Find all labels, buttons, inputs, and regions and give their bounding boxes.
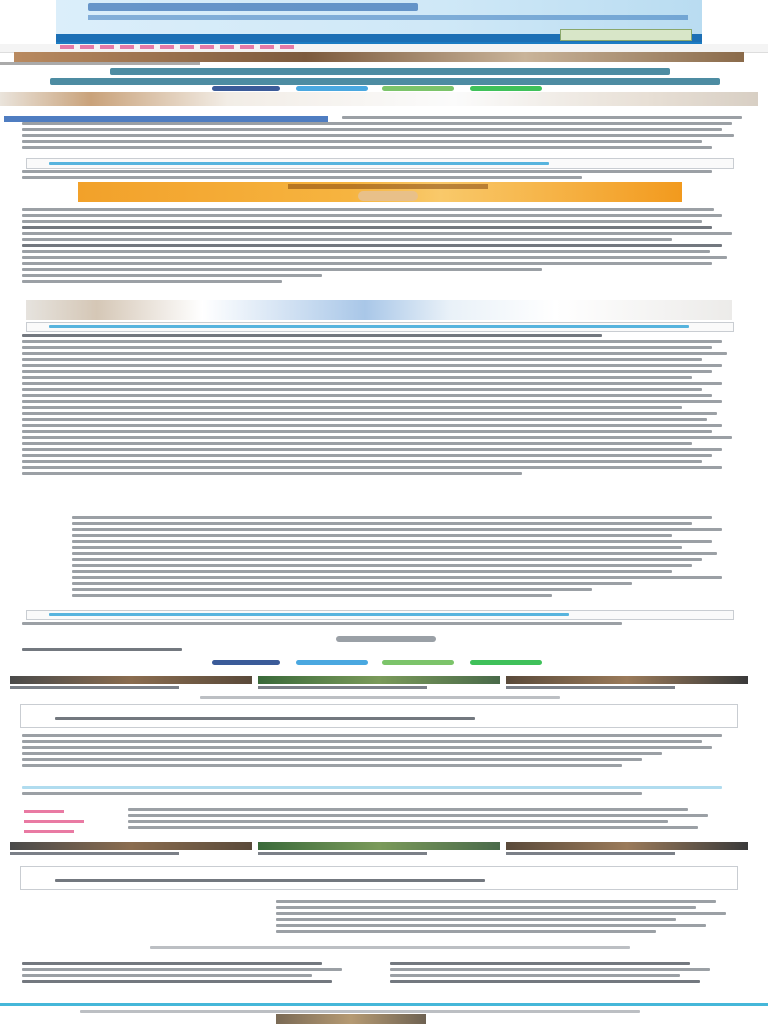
related-card[interactable]	[258, 842, 500, 858]
ad-image	[358, 191, 418, 201]
share-whatsapp-button[interactable]	[470, 660, 542, 665]
mid-ad-banner[interactable]	[78, 182, 682, 202]
footer-image	[276, 1014, 426, 1024]
comment-text	[22, 734, 742, 770]
card-image	[10, 676, 252, 684]
card-caption	[10, 852, 179, 855]
related-card[interactable]	[506, 842, 748, 858]
related-card[interactable]	[10, 842, 252, 858]
article-banner-image	[0, 92, 758, 106]
breadcrumb[interactable]	[0, 62, 200, 65]
share-whatsapp-button[interactable]	[470, 86, 542, 91]
article-inline-image	[26, 300, 732, 320]
pager[interactable]	[22, 786, 742, 798]
card-caption	[258, 686, 427, 689]
related-link-box[interactable]	[26, 322, 734, 332]
card-image	[258, 676, 500, 684]
share-gmail-button[interactable]	[382, 660, 454, 665]
paragraph	[22, 622, 722, 628]
footer-links-right[interactable]	[390, 962, 730, 986]
ad-subheadline	[88, 15, 688, 20]
intro-paragraph	[22, 116, 762, 152]
comment-box[interactable]	[20, 704, 738, 728]
paragraph	[22, 170, 742, 182]
card-caption	[10, 686, 179, 689]
list-items[interactable]	[128, 808, 728, 832]
card-caption	[258, 852, 427, 855]
title-line	[110, 68, 670, 75]
card-image	[506, 676, 748, 684]
article-body-paragraph	[22, 334, 742, 478]
card-caption	[506, 686, 675, 689]
list-bullet	[24, 830, 74, 833]
share-twitter-button[interactable]	[296, 660, 368, 665]
footer-meta	[150, 946, 650, 952]
card-image	[10, 842, 252, 850]
title-line	[50, 78, 720, 85]
footer-divider	[0, 1003, 768, 1006]
card-image	[258, 842, 500, 850]
related-link-box[interactable]	[26, 610, 734, 620]
share-facebook-button[interactable]	[212, 86, 280, 91]
share-facebook-button[interactable]	[212, 660, 280, 665]
sidebar-list[interactable]	[276, 900, 736, 936]
ad-headline	[88, 3, 418, 11]
ad-headline	[288, 184, 488, 189]
related-card[interactable]	[258, 676, 500, 692]
nav-links[interactable]	[60, 45, 300, 49]
share-twitter-button[interactable]	[296, 86, 368, 91]
article-title	[50, 68, 730, 88]
list-bullet	[24, 820, 84, 823]
play-icon[interactable]	[336, 636, 436, 642]
top-ad-banner[interactable]	[56, 0, 702, 44]
article-body-paragraph	[22, 208, 742, 286]
comment-box[interactable]	[20, 866, 738, 890]
hero-strip-image	[14, 52, 744, 62]
footer-links-left[interactable]	[22, 962, 362, 986]
related-card[interactable]	[10, 676, 252, 692]
bullet-list	[72, 516, 732, 600]
card-meta	[200, 696, 600, 702]
card-caption	[506, 852, 675, 855]
ad-cta-button[interactable]	[560, 29, 692, 41]
card-image	[506, 842, 748, 850]
share-gmail-button[interactable]	[382, 86, 454, 91]
tags-label	[22, 648, 222, 654]
list-bullet	[24, 810, 64, 813]
related-link-box[interactable]	[26, 158, 734, 169]
related-card[interactable]	[506, 676, 748, 692]
